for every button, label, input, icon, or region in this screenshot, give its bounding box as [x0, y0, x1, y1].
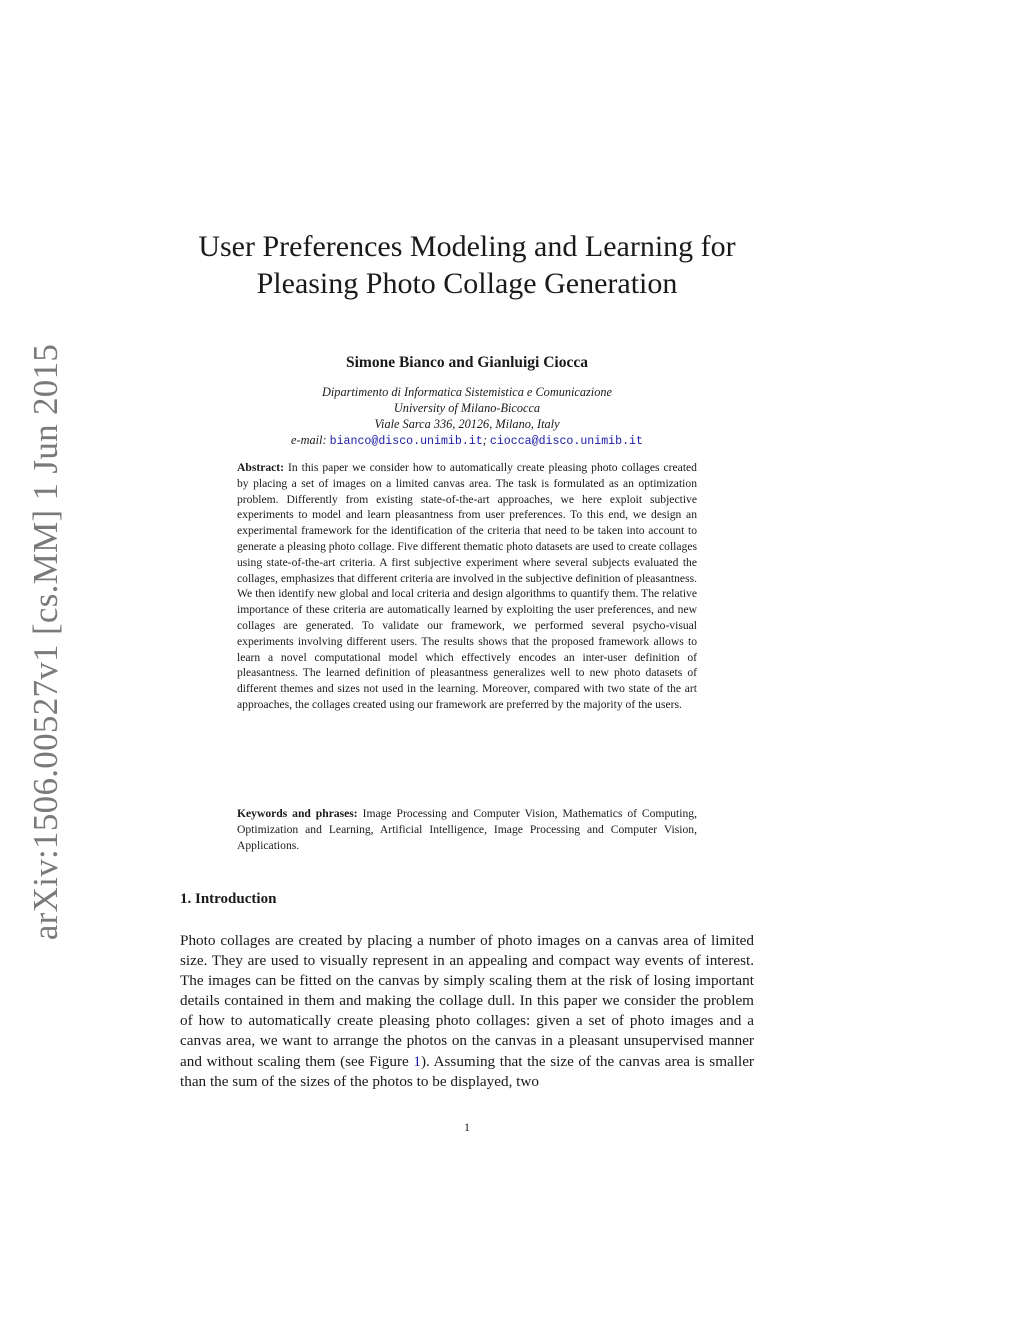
introduction-text-end: ). Assuming that the size of the canvas area is smaller than the sum of the sizes of the photos to be displayed, two: [180, 1052, 754, 1090]
affiliation-email-line: [180, 432, 754, 450]
keywords-label: Keywords and phrases:: [237, 807, 358, 820]
keywords: [237, 806, 697, 853]
affiliation-department: Dipartimento di Informatica Sistemistica e Comunicazione: [322, 385, 612, 399]
abstract-text: In this paper we consider how to automatically create pleasing photo collages created by placing a set of images on a limited canvas area. The task is formulated as an optimization problem. Differently from existing state-of-the-art approaches, we here exploit subjective experiments to model and learn pleasantness from user preferences. To this end, we design an experimental framework for the identification of the criteria that need to be taken into account to generate a pleasing photo collage. Five different thematic photo datasets are used to create collages using state-of-the-art criteria. A first subjective experiment where several subjects evaluated the collages, emphasizes that different criteria are involved in the subjective definition of pleasantness. We then identify new global and local criteria and design algorithms to quantify them. The relative importance of these criteria are automatically learned by exploiting the user preferences, and new collages are generated. To validate our framework, we performed several psycho-visual experiments involving different users. The results shows that the proposed framework allows to learn a novel computational model which effectively encodes an inter-user definition of pleasantness. The learned definition of pleasantness generalizes well to new photo datasets of different themes and sizes not used in the learning. Moreover, compared with two state of the art approaches, the collages created using our framework are preferred by the majority of the users.: [237, 461, 697, 711]
authors: Simone Bianco and Gianluigi Ciocca: [345, 354, 588, 371]
arxiv-id: arXiv:1506.00527v1 [cs.MM] 1 Jun 2015: [26, 343, 65, 941]
affiliation-address: Viale Sarca 336, 20126, Milano, Italy: [374, 417, 560, 431]
affiliation-block: [180, 384, 754, 450]
affiliation-university: University of Milano-Bicocca: [393, 401, 541, 415]
introduction-paragraph: [180, 931, 754, 1092]
figure-reference-link[interactable]: 1: [413, 1052, 421, 1070]
page-number: 1: [464, 1120, 470, 1134]
email-link-bianco[interactable]: bianco@disco.unimib.it: [329, 435, 483, 448]
arxiv-stamp: [22, 343, 70, 941]
email-separator: ;: [482, 433, 487, 447]
abstract-label: Abstract:: [237, 461, 285, 474]
paper-title: User Preferences Modeling and Learning for Pleasing Photo Collage Generation: [198, 230, 736, 300]
email-label: e-mail:: [291, 433, 327, 447]
abstract: [237, 460, 697, 713]
section-heading-introduction: 1. Introduction: [180, 891, 277, 907]
email-link-ciocca[interactable]: ciocca@disco.unimib.it: [489, 435, 643, 448]
introduction-text-start: Photo collages are created by placing a number of photo images on a canvas area of limited size. They are used to visually represent in an appealing and compact way events of interest. The images can be fitted on the canvas by simply scaling them at the risk of losing important details contained in them and making the collage dull. In this paper we consider the problem of how to automatically create pleasing photo collages: given a set of photo images and a canvas area, we want to arrange the photos on the canvas in a pleasant unsupervised manner and without scaling them (see Figure: [180, 932, 754, 1070]
keywords-text: Image Processing and Computer Vision, Mathematics of Computing, Optimization and Learning, Artificial Intelligence, Image Processing and Computer Vision, Applications.: [237, 807, 697, 852]
